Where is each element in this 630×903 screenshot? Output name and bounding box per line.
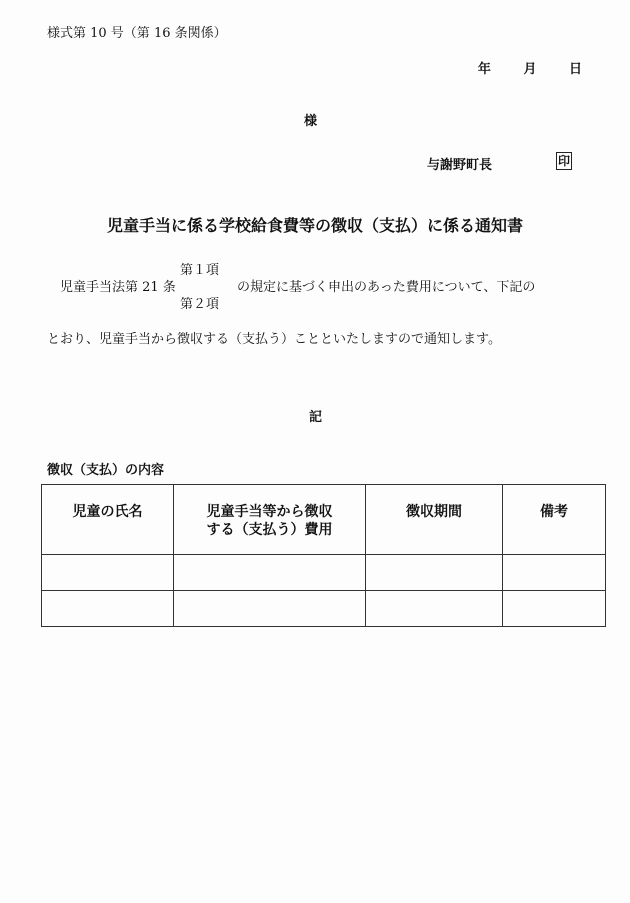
- addressee-suffix: 様: [304, 114, 318, 129]
- header-fee: 児童手当等から徴収 する（支払う）費用: [174, 485, 366, 555]
- table-caption: 徴収（支払）の内容: [47, 463, 165, 478]
- table-cell[interactable]: [42, 555, 174, 591]
- table-row: [42, 591, 606, 627]
- clause-item-1: 第１項: [180, 263, 220, 278]
- header-remarks: 備考: [503, 485, 606, 555]
- ki-heading: 記: [309, 410, 323, 425]
- table-cell[interactable]: [366, 591, 503, 627]
- header-child-name: 児童の氏名: [42, 485, 174, 555]
- body-line-1: の規定に基づく申出のあった費用について、下記の: [237, 280, 536, 295]
- table-row: [42, 555, 606, 591]
- clause-item-2: 第２項: [180, 297, 220, 312]
- table-cell[interactable]: [174, 555, 366, 591]
- table-cell[interactable]: [174, 591, 366, 627]
- document-title: 児童手当に係る学校給食費等の徴収（支払）に係る通知書: [106, 216, 523, 235]
- date-line: [478, 58, 582, 77]
- form-number: 様式第 10 号（第 16 条関係）: [47, 26, 227, 41]
- table-cell[interactable]: [42, 591, 174, 627]
- issuer-name: 与謝野町長: [427, 158, 493, 173]
- table-cell[interactable]: [503, 591, 606, 627]
- header-period: 徴収期間: [366, 485, 503, 555]
- table-cell[interactable]: [503, 555, 606, 591]
- date-year-label: 年: [477, 62, 491, 77]
- table-header-row: [42, 485, 606, 555]
- date-month-label: 月: [523, 62, 537, 77]
- content-table: [41, 484, 606, 627]
- law-article: 児童手当法第 21 条: [60, 280, 176, 295]
- table-cell[interactable]: [366, 555, 503, 591]
- body-line-2: とおり、児童手当から徴収する（支払う）ことといたしますので通知します。: [47, 332, 501, 347]
- seal-mark: 印: [558, 154, 571, 168]
- date-day-label: 日: [568, 62, 582, 77]
